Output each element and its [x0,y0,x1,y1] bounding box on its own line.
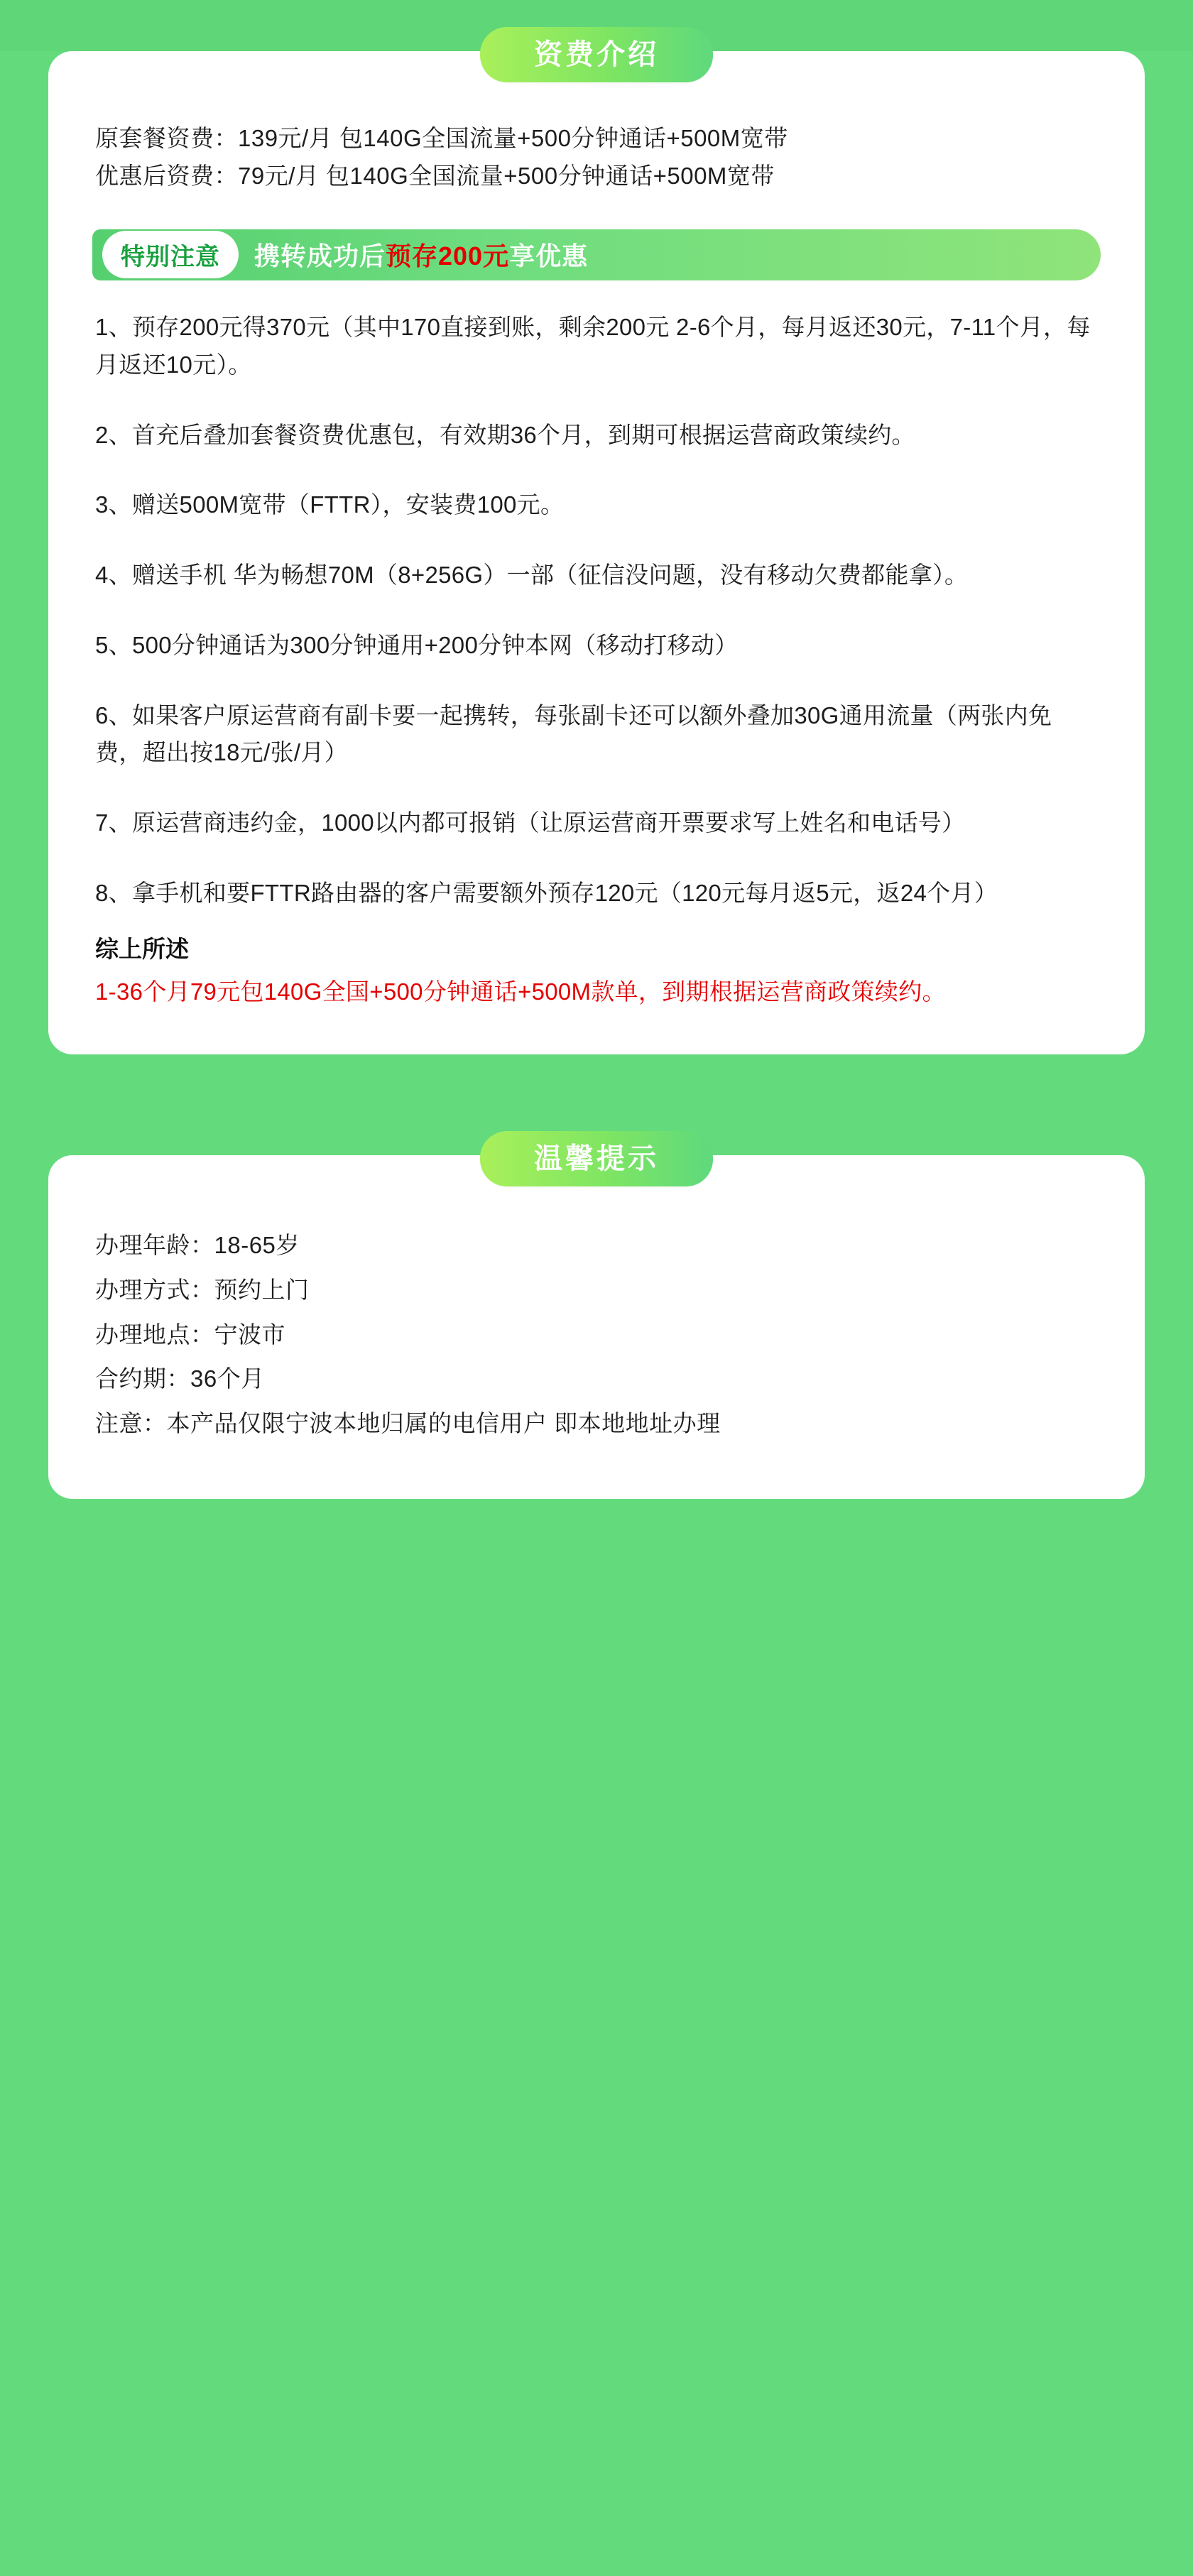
special-notice-text-highlight: 预存200元 [386,241,510,271]
tips-title-pill-wrap [48,1131,1145,1186]
plan-line-original: 原套餐资费：139元/月 包140G全国流量+500分钟通话+500M宽带 [95,125,788,151]
pricing-section-title: 资费介绍 [480,27,713,82]
summary-block [88,931,1105,1010]
special-notice-tag: 特别注意 [102,231,239,278]
list-item: 2、首充后叠加套餐资费优惠包，有效期36个月，到期可根据运营商政策续约。 [95,421,915,448]
list-item: 6、如果客户原运营商有副卡要一起携转，每张副卡还可以额外叠加30G通用流量（两张内免费，超出按18元/张/月） [95,702,1052,766]
list-item: 8、拿手机和要FTTR路由器的客户需要额外预存120元（120元每月返5元，返24个月） [95,880,998,907]
plan-summary [88,119,1105,195]
tips-section-title: 温馨提示 [480,1131,713,1186]
special-notice-text [254,236,588,273]
summary-title: 综上所述 [95,935,189,962]
list-item: 1、预存200元得370元（其中170直接到账，剩余200元 2-6个月，每月返还30元，7-11个月，每月返还10元）。 [95,313,1091,378]
plan-line-discounted: 优惠后资费：79元/月 包140G全国流量+500分钟通话+500M宽带 [95,163,775,190]
list-item: 5、500分钟通话为300分钟通用+200分钟本网（移动打移动） [95,631,739,658]
list-item: 7、原运营商违约金，1000以内都可报销（让原运营商开票要求写上姓名和电话号） [95,809,966,836]
list-item: 合约期：36个月 [95,1365,265,1392]
tips-card [48,1143,1145,1498]
list-item: 3、赠送500M宽带（FTTR），安装费100元。 [95,491,565,518]
promo-page [0,39,1193,2576]
special-notice-text-before: 携转成功后 [254,241,386,271]
list-item: 办理地点：宁波市 [95,1321,285,1348]
summary-text: 1-36个月79元包140G全国+500分钟通话+500M款单，到期根据运营商政策续约。 [95,978,946,1005]
list-item: 办理方式：预约上门 [95,1277,310,1304]
list-item: 4、赠送手机 华为畅想70M（8+256G）一部（征信没问题，没有移动欠费都能拿）。 [95,562,969,589]
list-item: 办理年龄：18-65岁 [95,1232,300,1259]
special-notice-text-after: 享优惠 [509,241,589,271]
pricing-card [48,39,1145,1054]
tips-list [88,1223,1105,1446]
list-item: 注意：本产品仅限宁波本地归属的电信用户 即本地地址办理 [95,1410,721,1437]
pricing-title-pill-wrap [48,27,1145,82]
terms-list [88,309,1105,912]
special-notice-banner [92,229,1101,280]
